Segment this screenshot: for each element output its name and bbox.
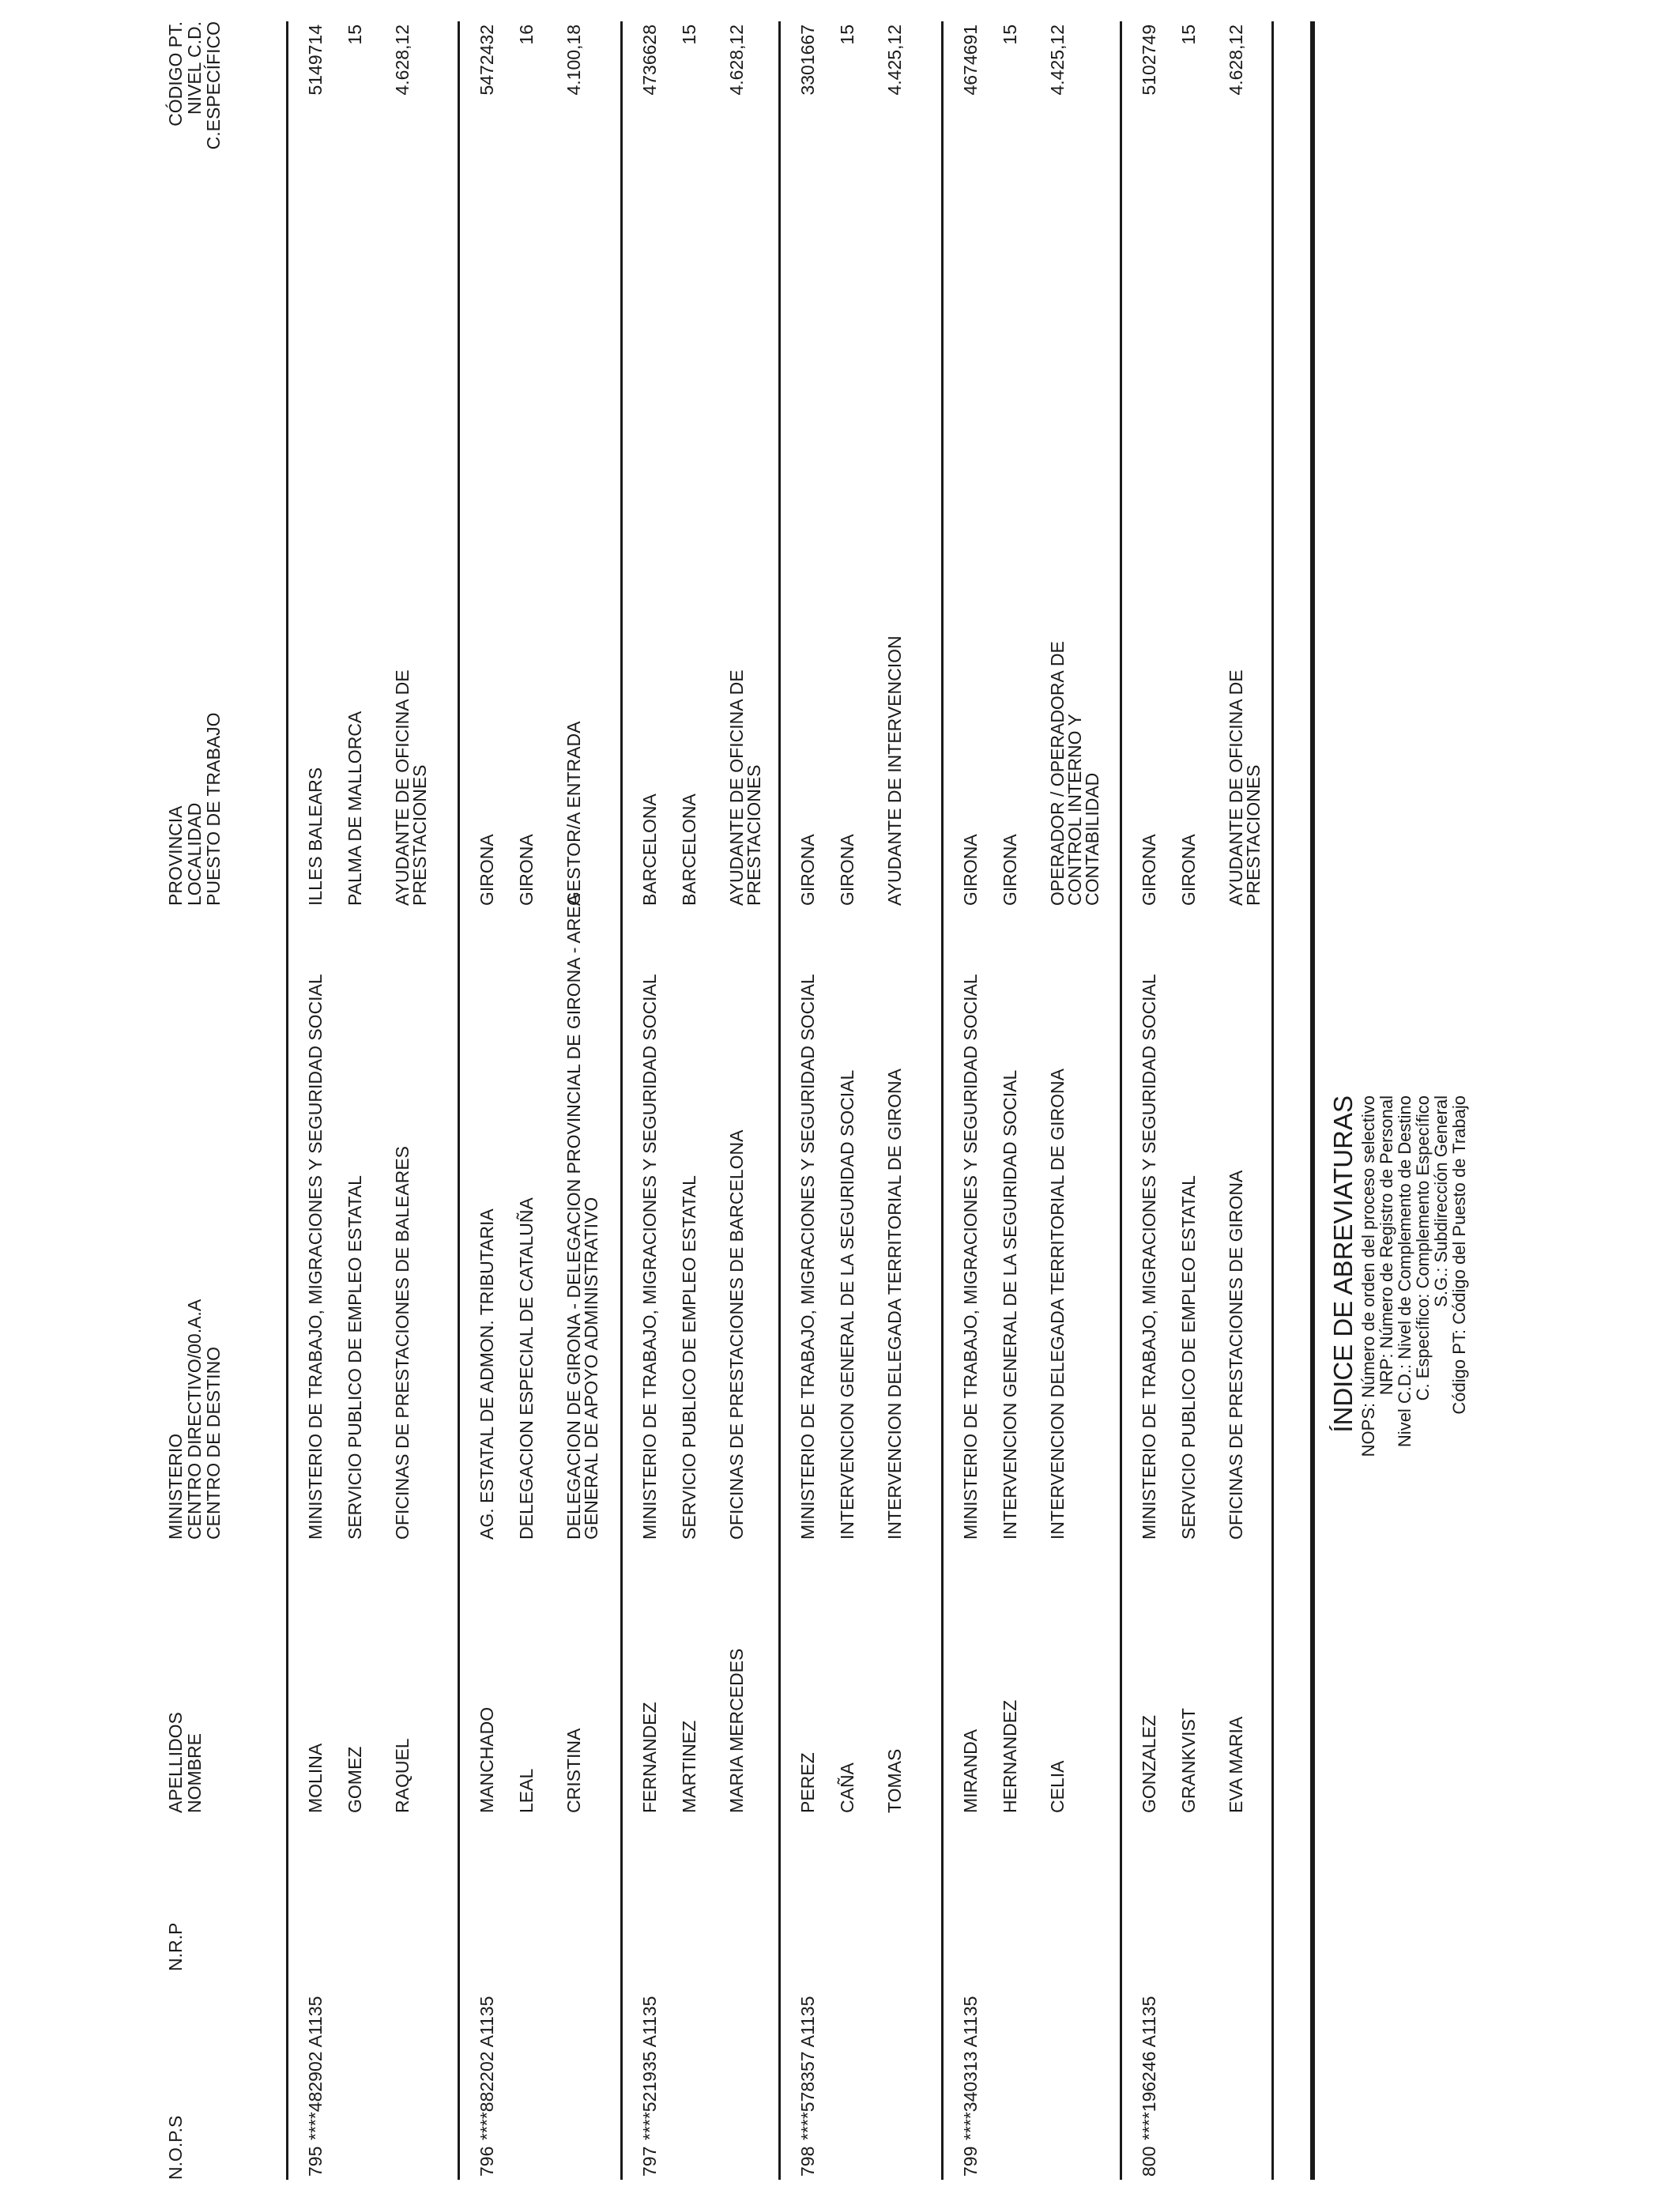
row-apellido1: FERNANDEZ [639, 1702, 660, 1813]
row-nivel: 15 [679, 25, 699, 45]
row-puesto-line2: PRESTACIONES [409, 764, 430, 906]
header-codigo-nivel-especifico [166, 21, 223, 149]
row-apellido1: MIRANDA [960, 1728, 981, 1813]
row-localidad: BARCELONA [679, 794, 699, 906]
row-apellido2: LEAL [516, 1768, 537, 1813]
row-centro-destino: INTERVENCION DELEGADA TERRITORIAL DE GIRONA [1047, 1068, 1068, 1540]
row-nops: 799 [960, 2146, 981, 2177]
row-centro-destino: INTERVENCION DELEGADA TERRITORIAL DE GIRONA [884, 1068, 905, 1540]
row-nops: 800 [1139, 2146, 1159, 2177]
row-nombre: EVA MARIA [1226, 1716, 1246, 1813]
row-apellido2: GOMEZ [345, 1746, 365, 1813]
row-nops: 795 [305, 2146, 326, 2177]
header-nivel-label: NIVEL C.D. [184, 21, 205, 115]
section-divider [1310, 21, 1315, 2180]
row-nivel: 15 [345, 25, 365, 45]
legend-item: Código PT: Código del Puesto de Trabajo [1449, 1095, 1469, 1415]
row-provincia: GIRONA [1139, 834, 1159, 906]
row-nrp: ****578357 A1135 [797, 1996, 818, 2140]
table-row [288, 21, 458, 2180]
row-ministerio: MINISTERIO DE TRABAJO, MIGRACIONES Y SEGURIDAD SOCIAL [797, 974, 818, 1540]
row-especifico: 4.628,12 [392, 25, 412, 96]
row-nivel: 16 [516, 25, 537, 45]
legend-item: Nivel C.D.: Nivel de Complemento de Destino [1395, 1095, 1414, 1448]
row-nombre: MARIA MERCEDES [726, 1648, 747, 1813]
row-ministerio: MINISTERIO DE TRABAJO, MIGRACIONES Y SEGURIDAD SOCIAL [639, 974, 660, 1540]
row-centro-destino-line2: GENERAL DE APOYO ADMINISTRATIVO [581, 1197, 601, 1540]
row-centro-directivo: DELEGACION ESPECIAL DE CATALUÑA [516, 1197, 537, 1540]
row-puesto-line1: AYUDANTE DE INTERVENCION [884, 635, 905, 906]
row-centro-directivo: SERVICIO PUBLICO DE EMPLEO ESTATAL [345, 1175, 365, 1540]
row-provincia: BARCELONA [639, 794, 660, 906]
row-apellido2: HERNANDEZ [1000, 1699, 1020, 1813]
row-centro-directivo: INTERVENCION GENERAL DE LA SEGURIDAD SOCIAL [837, 1069, 857, 1540]
row-codigo: 4674691 [960, 25, 981, 96]
header-puesto-label: PUESTO DE TRABAJO [203, 712, 224, 906]
table-row [778, 21, 941, 2180]
header-codigo-label: CÓDIGO PT. [165, 21, 186, 126]
row-nivel: 15 [837, 25, 857, 45]
row-puesto-line1: OPERADOR / OPERADORA DE [1047, 641, 1068, 906]
header-provincia-label: PROVINCIA [165, 805, 186, 906]
row-especifico: 4.425,12 [1047, 25, 1068, 96]
row-nops: 796 [477, 2146, 497, 2177]
row-nrp: ****196246 A1135 [1139, 1996, 1159, 2140]
row-especifico: 4.425,12 [884, 25, 905, 96]
row-nombre: RAQUEL [392, 1738, 412, 1813]
header-nrp [166, 1923, 185, 1971]
row-localidad: GIRONA [516, 834, 537, 906]
row-localidad: GIRONA [1178, 834, 1199, 906]
row-codigo: 4736628 [639, 25, 660, 96]
row-nrp: ****482902 A1135 [305, 1996, 326, 2140]
row-puesto-line1: AYUDANTE DE OFICINA DE [726, 669, 747, 906]
row-apellido1: MANCHADO [477, 1706, 497, 1813]
row-nombre: CRISTINA [563, 1728, 584, 1813]
row-puesto-line3: CONTABILIDAD [1082, 772, 1102, 906]
row-centro-directivo: SERVICIO PUBLICO DE EMPLEO ESTATAL [1178, 1175, 1199, 1540]
header-centro-directivo-label: CENTRO DIRECTIVO/00.A.A [184, 1299, 205, 1540]
legend-item: NRP: Número de Registro de Personal [1377, 1095, 1396, 1396]
row-puesto-line1: GESTOR/A ENTRADA [563, 721, 584, 906]
header-apellidos-nombre [166, 1712, 204, 1813]
header-nombre-label: NOMBRE [184, 1733, 205, 1813]
row-especifico: 4.628,12 [1226, 25, 1246, 96]
header-ministerio-label: MINISTERIO [165, 1433, 186, 1540]
header-nrp-label: N.R.P [165, 1922, 186, 1971]
row-ministerio: MINISTERIO DE TRABAJO, MIGRACIONES Y SEGURIDAD SOCIAL [1139, 974, 1159, 1540]
row-centro-destino: OFICINAS DE PRESTACIONES DE GIRONA [1226, 1170, 1246, 1540]
header-localidad-label: LOCALIDAD [184, 802, 205, 906]
row-puesto-line1: AYUDANTE DE OFICINA DE [1226, 669, 1246, 906]
legend-item: C. Específico: Complemento Específico [1413, 1095, 1433, 1401]
row-nops: 797 [639, 2146, 660, 2177]
row-provincia: GIRONA [797, 834, 818, 906]
row-ministerio: MINISTERIO DE TRABAJO, MIGRACIONES Y SEGURIDAD SOCIAL [960, 974, 981, 1540]
legend-item: NOPS: Número de orden del proceso selectivo [1358, 1095, 1378, 1457]
header-nops [166, 2116, 185, 2180]
row-centro-destino: OFICINAS DE PRESTACIONES DE BARCELONA [726, 1129, 747, 1540]
row-provincia: ILLES BALEARS [305, 767, 326, 906]
header-especifico-label: C.ESPECÍFICO [203, 21, 224, 150]
row-nrp: ****882202 A1135 [477, 1996, 497, 2140]
row-puesto-line2: CONTROL INTERNO Y [1064, 714, 1085, 906]
row-puesto-line2: PRESTACIONES [1243, 764, 1264, 906]
row-codigo: 5472432 [477, 25, 497, 96]
row-apellido1: GONZALEZ [1139, 1715, 1159, 1813]
row-nops: 798 [797, 2146, 818, 2177]
row-nivel: 15 [1178, 25, 1199, 45]
row-ministerio: AG. ESTATAL DE ADMON. TRIBUTARIA [477, 1208, 497, 1540]
header-centro-destino-label: CENTRO DE DESTINO [203, 1346, 224, 1540]
row-codigo: 5102749 [1139, 25, 1159, 96]
row-apellido2: CAÑA [837, 1762, 857, 1813]
table-row [620, 21, 778, 2180]
header-provincia-localidad-puesto [166, 712, 223, 906]
row-puesto-line1: AYUDANTE DE OFICINA DE [392, 669, 412, 906]
legend-title: ÍNDICE DE ABREVIATURAS [1328, 1095, 1358, 1433]
row-nombre: TOMAS [884, 1748, 905, 1813]
row-nombre: CELIA [1047, 1760, 1068, 1813]
row-apellido1: MOLINA [305, 1743, 326, 1813]
header-ministerio-centro [166, 1299, 223, 1540]
header-apellidos-label: APELLIDOS [165, 1712, 186, 1813]
row-puesto-line2: PRESTACIONES [744, 764, 764, 906]
row-localidad: GIRONA [837, 834, 857, 906]
row-codigo: 3301667 [797, 25, 818, 96]
row-apellido2: MARTINEZ [679, 1720, 699, 1813]
row-centro-directivo: SERVICIO PUBLICO DE EMPLEO ESTATAL [679, 1175, 699, 1540]
header-nops-label: N.O.P.S [165, 2115, 186, 2180]
row-provincia: GIRONA [477, 834, 497, 906]
legend-item: S.G.: Subdirección General [1431, 1095, 1451, 1307]
row-nrp: ****521935 A1135 [639, 1996, 660, 2140]
table-row [941, 21, 1120, 2180]
row-centro-directivo: INTERVENCION GENERAL DE LA SEGURIDAD SOCIAL [1000, 1069, 1020, 1540]
row-centro-destino: OFICINAS DE PRESTACIONES DE BALEARES [392, 1145, 412, 1540]
table-row [458, 21, 620, 2180]
row-provincia: GIRONA [960, 834, 981, 906]
row-centro-destino-line1: DELEGACION DE GIRONA - DELEGACION PROVINCIAL DE GIRONA - AREA [563, 893, 584, 1540]
row-localidad: GIRONA [1000, 834, 1020, 906]
row-especifico: 4.100,18 [563, 25, 584, 96]
abbreviations-legend [1328, 1095, 1468, 1728]
row-codigo: 5149714 [305, 25, 326, 96]
row-especifico: 4.628,12 [726, 25, 747, 96]
row-apellido2: GRANKVIST [1178, 1708, 1199, 1813]
row-localidad: PALMA DE MALLORCA [345, 711, 365, 906]
row-apellido1: PEREZ [797, 1752, 818, 1813]
row-ministerio: MINISTERIO DE TRABAJO, MIGRACIONES Y SEGURIDAD SOCIAL [305, 974, 326, 1540]
personnel-table [286, 21, 1274, 2180]
row-nrp: ****340313 A1135 [960, 1996, 981, 2140]
row-nivel: 15 [1000, 25, 1020, 45]
table-row [1120, 21, 1271, 2180]
